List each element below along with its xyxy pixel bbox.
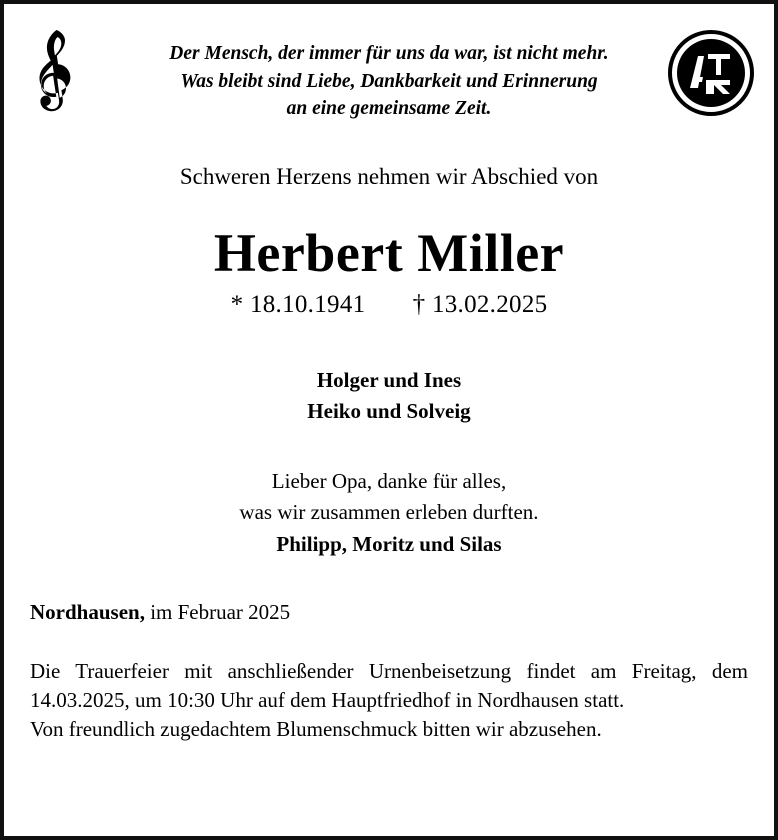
- family-line-1: Holger und Ines: [316, 368, 462, 393]
- personal-message: [30, 466, 748, 559]
- circular-emblem-icon: [668, 30, 754, 116]
- life-dates: [30, 291, 748, 319]
- birth-date: 18.10.1941: [249, 291, 366, 319]
- verse-line-1: Der Mensch, der immer für uns da war, ist nicht mehr.: [169, 43, 609, 64]
- ceremony-note: Von freundlich zugedachtem Blumenschmuck bitten wir abzusehen.: [30, 717, 602, 742]
- family-block: [30, 365, 748, 426]
- birth-symbol: *: [230, 291, 244, 319]
- ceremony-paragraph: Die Trauerfeier mit anschließender Urnenbeisetzung findet am Freitag, dem 14.03.2025, um 10:30 Uhr auf dem Hauptfriedhof in Nordhausen statt.: [30, 658, 748, 712]
- verse: [119, 40, 659, 123]
- message-signature: Philipp, Moritz und Silas: [276, 532, 502, 557]
- ceremony-info: [30, 657, 748, 745]
- message-line-2: was wir zusammen erleben durften.: [239, 499, 539, 524]
- verse-line-2: Was bleibt sind Liebe, Dankbarkeit und Erinnerung: [180, 70, 598, 92]
- obituary-inner: [4, 4, 774, 836]
- family-line-2: Heiko und Solveig: [307, 398, 471, 423]
- place-date: im Februar 2025: [144, 599, 291, 624]
- deceased-name: Herbert Miller: [213, 222, 565, 283]
- place-and-date: [30, 600, 748, 625]
- intro-text: Schweren Herzens nehmen wir Abschied von: [179, 164, 599, 190]
- treble-clef-icon: [26, 28, 82, 120]
- death-symbol: †: [412, 291, 426, 319]
- place-city: Nordhausen,: [30, 599, 145, 624]
- verse-line-3: an eine gemeinsame Zeit.: [286, 98, 492, 120]
- death-date: 13.02.2025: [431, 291, 548, 319]
- message-line-1: Lieber Opa, danke für alles,: [271, 469, 507, 494]
